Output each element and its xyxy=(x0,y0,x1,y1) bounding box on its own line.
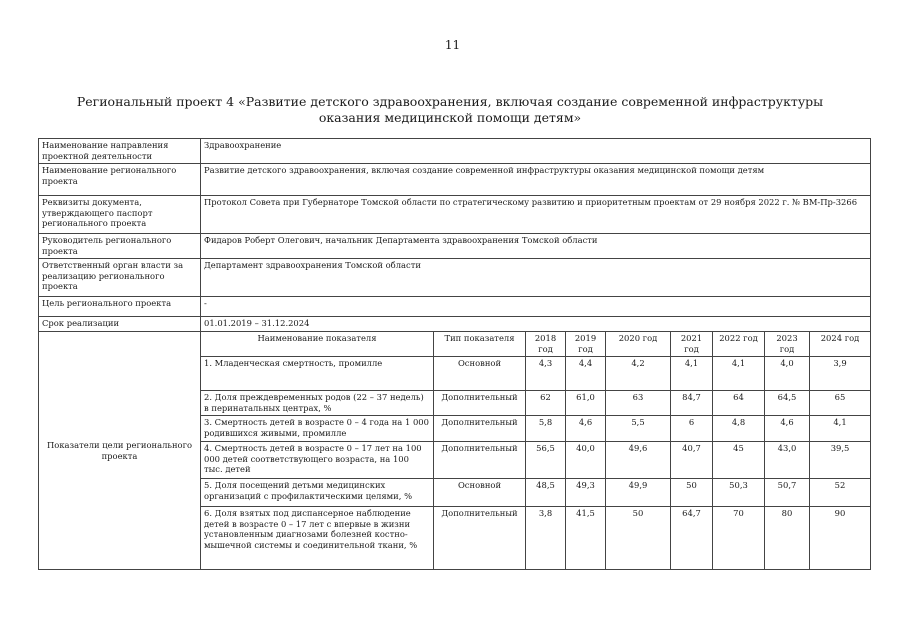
indicator-value: 4,3 xyxy=(526,357,566,391)
indicator-value: 50 xyxy=(606,507,671,570)
indicator-value: 50,7 xyxy=(765,479,810,507)
header-year: 2019 год xyxy=(566,332,606,357)
indicator-value: 90 xyxy=(810,507,871,570)
info-row xyxy=(39,196,871,234)
header-year: 2021 год xyxy=(671,332,713,357)
indicator-header-row xyxy=(39,332,871,357)
title-line-2: оказания медицинской помощи детям» xyxy=(318,110,582,125)
indicator-value: 4,2 xyxy=(606,357,671,391)
indicator-value: 52 xyxy=(810,479,871,507)
info-label: Наименование направления проектной деятельности xyxy=(39,139,201,164)
info-label: Наименование регионального проекта xyxy=(39,164,201,196)
indicator-value: 64 xyxy=(713,391,765,416)
indicator-value: 64,5 xyxy=(765,391,810,416)
indicator-type: Основной xyxy=(434,357,526,391)
indicator-value: 62 xyxy=(526,391,566,416)
indicator-type: Дополнительный xyxy=(434,507,526,570)
indicator-value: 3,9 xyxy=(810,357,871,391)
info-value: Развитие детского здравоохранения, включая создание современной инфраструктуры оказания медицинской помощи детям xyxy=(201,164,871,196)
info-value: Департамент здравоохранения Томской области xyxy=(201,259,871,297)
indicator-value: 70 xyxy=(713,507,765,570)
info-row xyxy=(39,297,871,317)
indicator-value: 49,6 xyxy=(606,442,671,479)
indicator-value: 41,5 xyxy=(566,507,606,570)
indicator-value: 56,5 xyxy=(526,442,566,479)
indicator-value: 4,6 xyxy=(765,416,810,442)
info-label: Срок реализации xyxy=(39,317,201,332)
indicator-name: 1. Младенческая смертность, промилле xyxy=(201,357,434,391)
document-title xyxy=(60,94,840,126)
page-number: 11 xyxy=(444,38,461,52)
indicator-value: 4,8 xyxy=(713,416,765,442)
indicator-name: 6. Доля взятых под диспансерное наблюдение детей в возрасте 0 – 17 лет с впервые в жизни установленным диагнозами болезней костно-мышечной системы и соединительной ткани, % xyxy=(201,507,434,570)
project-passport-table xyxy=(38,138,871,570)
info-value: Протокол Совета при Губернаторе Томской области по стратегическому развитию и приоритетным проектам от 29 ноября 2022 г. № ВМ-Пр-3266 xyxy=(201,196,871,234)
info-label: Реквизиты документа, утверждающего паспорт регионального проекта xyxy=(39,196,201,234)
indicator-value: 40,7 xyxy=(671,442,713,479)
indicator-type: Дополнительный xyxy=(434,416,526,442)
indicator-value: 50,3 xyxy=(713,479,765,507)
header-year: 2023 год xyxy=(765,332,810,357)
info-row xyxy=(39,234,871,259)
info-label: Ответственный орган власти за реализацию регионального проекта xyxy=(39,259,201,297)
info-value: Здравоохранение xyxy=(201,139,871,164)
indicator-value: 39,5 xyxy=(810,442,871,479)
info-row xyxy=(39,164,871,196)
title-line-1: Региональный проект 4 «Развитие детского здравоохранения, включая создание современной инфраструктуры xyxy=(76,94,824,109)
indicator-value: 6 xyxy=(671,416,713,442)
indicator-type: Основной xyxy=(434,479,526,507)
indicator-name: 2. Доля преждевременных родов (22 – 37 недель) в перинатальных центрах, % xyxy=(201,391,434,416)
indicator-value: 5,5 xyxy=(606,416,671,442)
info-value: 01.01.2019 – 31.12.2024 xyxy=(201,317,871,332)
info-value: Фидаров Роберт Олегович, начальник Департамента здравоохранения Томской области xyxy=(201,234,871,259)
header-indicator-name: Наименование показателя xyxy=(201,332,434,357)
info-label: Цель регионального проекта xyxy=(39,297,201,317)
indicator-value: 50 xyxy=(671,479,713,507)
indicator-value: 49,3 xyxy=(566,479,606,507)
header-year: 2022 год xyxy=(713,332,765,357)
indicator-value: 84,7 xyxy=(671,391,713,416)
indicators-label: Показатели цели регионального проекта xyxy=(39,332,201,570)
info-value: - xyxy=(201,297,871,317)
indicator-value: 61,0 xyxy=(566,391,606,416)
indicator-value: 4,1 xyxy=(810,416,871,442)
indicator-value: 63 xyxy=(606,391,671,416)
indicator-value: 4,1 xyxy=(713,357,765,391)
header-indicator-type: Тип показателя xyxy=(434,332,526,357)
indicator-value: 4,6 xyxy=(566,416,606,442)
indicator-value: 64,7 xyxy=(671,507,713,570)
indicator-name: 3. Смертность детей в возрасте 0 – 4 года на 1 000 родившихся живыми, промилле xyxy=(201,416,434,442)
indicator-value: 45 xyxy=(713,442,765,479)
indicator-value: 80 xyxy=(765,507,810,570)
indicator-value: 4,0 xyxy=(765,357,810,391)
indicator-value: 40,0 xyxy=(566,442,606,479)
indicator-value: 49,9 xyxy=(606,479,671,507)
info-label: Руководитель регионального проекта xyxy=(39,234,201,259)
indicator-type: Дополнительный xyxy=(434,442,526,479)
header-year: 2018 год xyxy=(526,332,566,357)
indicator-value: 48,5 xyxy=(526,479,566,507)
header-year: 2024 год xyxy=(810,332,871,357)
header-year: 2020 год xyxy=(606,332,671,357)
info-row xyxy=(39,259,871,297)
indicator-value: 5,8 xyxy=(526,416,566,442)
indicator-value: 3,8 xyxy=(526,507,566,570)
info-row xyxy=(39,139,871,164)
indicator-type: Дополнительный xyxy=(434,391,526,416)
indicator-value: 4,4 xyxy=(566,357,606,391)
indicator-value: 4,1 xyxy=(671,357,713,391)
indicator-value: 65 xyxy=(810,391,871,416)
indicator-value: 43,0 xyxy=(765,442,810,479)
indicator-name: 4. Смертность детей в возрасте 0 – 17 лет на 100 000 детей соответствующего возраста, на 100 тыс. детей xyxy=(201,442,434,479)
indicator-name: 5. Доля посещений детьми медицинских организаций с профилактическими целями, % xyxy=(201,479,434,507)
info-row xyxy=(39,317,871,332)
